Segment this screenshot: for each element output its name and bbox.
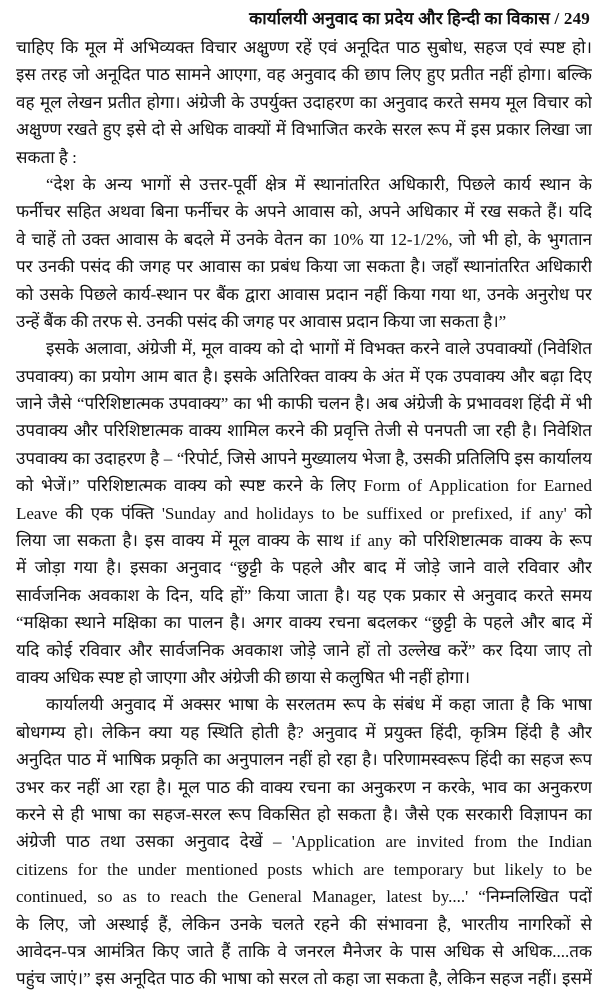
text-line: को भेजें।” परिशिष्टात्मक वाक्य को स्पष्ट करने के लिए Form of Application for Earned bbox=[16, 476, 592, 496]
text-line: फर्नीचर सहित अथवा बिना फर्नीचर के अपने आवास को, अपने अधिकार में रख सकते हैं। यदि bbox=[16, 202, 592, 222]
header-separator: / bbox=[554, 9, 560, 28]
page-body bbox=[16, 34, 592, 993]
text-line: उभर कर नहीं आ रहा है। मूल पाठ की वाक्य रचना का अनुकरण न करके, भाव का अनुकरण bbox=[16, 777, 592, 797]
text-line: इस तरह जो अनूदित पाठ सामने आएगा, वह अनुवाद की छाप लिए हुए प्रतीत नहीं होगा। बल्कि bbox=[16, 65, 592, 85]
text-line: वाक्य अधिक स्पष्ट हो जाएगा और अंग्रेजी की छाया से कलुषित भी नहीं होगा। bbox=[16, 667, 471, 687]
text-line: अनुदित पाठ में भाषिक प्रकृति का अनुपालन नहीं हो रहा है। परिणामस्वरूप हिंदी का सहज रूप bbox=[16, 750, 592, 770]
text-line: चाहिए कि मूल में अभिव्यक्त विचार अक्षुण्ण रहें एवं अनूदित पाठ सुबोध, सहज एवं स्पष्ट हो। bbox=[16, 38, 592, 57]
text-line: उपवाक्य का उदाहरण है – “रिपोर्ट, जिसे आपने मुख्यालय भेजा है, उसकी प्रतिलिपि इस कार्यालय bbox=[16, 448, 592, 468]
text-line: सकता है : bbox=[16, 147, 77, 167]
text-line: अक्षुण्ण रखते हुए इसे दो से अधिक वाक्यों में विभाजित करके सरल रूप में इस प्रकार लिखा जा bbox=[16, 120, 592, 140]
text-line: “मक्षिका स्थाने मक्षिका का पालन है। अगर वाक्य रचना बदलकर “छुट्टी के पहले और बाद में bbox=[16, 613, 592, 633]
text-line: जाने जैसे “परिशिष्टात्मक उपवाक्य” का भी काफी चलन है। अब अंग्रेजी के प्रभाववश हिंदी में भी bbox=[16, 394, 592, 414]
text-line: Leave की एक पंक्ति 'Sunday and holidays to be suffixed or prefixed, if any' को bbox=[16, 503, 592, 523]
text-line: वे चाहें तो उक्त आवास के बदले में उनके वेतन का 10% या 12-1/2%, जो भी हो, के भुगतान bbox=[16, 229, 592, 249]
text-line: उपवाक्य और परिशिष्टात्मक वाक्य शामिल करने की प्रवृत्ति तेजी से पनपती जा रही है। निवेशित bbox=[16, 421, 592, 441]
text-line: वह मूल लेखन प्रतीत होगा। अंग्रेजी के उपर्युक्त उदाहरण का अनुवाद करते समय मूल विचार को bbox=[16, 92, 592, 112]
running-header bbox=[249, 6, 590, 29]
text-line: पर उनकी पसंद की जगह पर आवास का प्रबंध किया जा सकता है। जहाँ स्थानांतरित अधिकारी bbox=[16, 257, 592, 277]
running-title: कार्यालयी अनुवाद का प्रदेय और हिन्दी का विकास bbox=[249, 9, 551, 28]
page-number: 249 bbox=[563, 9, 590, 28]
text-line: उन्हें बैंक की तरफ से. उनकी पसंद की जगह पर आवास प्रदान किया जा सकता है।” bbox=[16, 311, 507, 331]
text-line: “देश के अन्य भागों से उत्तर-पूर्वी क्षेत्र में स्थानांतरित अधिकारी, पिछले कार्य स्थान के bbox=[46, 174, 592, 194]
text-line: इसके अलावा, अंग्रेजी में, मूल वाक्य को दो भागों में विभक्त करने वाले उपवाक्यों (निवेशित bbox=[46, 339, 592, 359]
text-line: करने से ही भाषा का सहज-सरल रूप विकसित हो सकता है। जैसे एक सरकारी विज्ञापन का bbox=[16, 804, 592, 824]
text-line: सार्वजनिक अवकाश के दिन, यदि हों” किया जाता है। यह एक प्रकार से अनुवाद करते समय bbox=[16, 585, 592, 605]
text-line: आवेदन-पत्र आमंत्रित किए जाते हैं ताकि वे जनरल मैनेजर के पास अधिक से अधिक....तक bbox=[16, 941, 592, 961]
text-line: को उसके पिछले कार्य-स्थान पर बैंक द्वारा आवास प्रदान नहीं किया गया था, उनके अनुरोध पर bbox=[16, 284, 592, 304]
text-line: पहुंच जाएं।” इस अनूदित पाठ की भाषा को सरल तो कहा जा सकता है, लेकिन सहज नहीं। इसमें bbox=[16, 969, 592, 989]
text-line: यदि कोई रविवार और सार्वजनिक अवकाश जोड़े जाने हों तो उल्लेख करें” कर दिया जाए तो bbox=[16, 640, 592, 660]
text-line: में जोड़ा गया है। इसका अनुवाद “छुट्टी के पहले और बाद में जोड़े जाने वाले रविवार और bbox=[16, 558, 592, 578]
text-line: के लिए, जो अस्थाई हैं, लेकिन उनके चलते रहने की संभावना है, भारतीय नागरिकों से bbox=[16, 914, 592, 934]
text-line: अंग्रेजी पाठ तथा उसका अनुवाद देखें – 'Application are invited from the Indian bbox=[16, 832, 592, 852]
text-line: continued, so as to reach the General Manager, latest by....' “निम्नलिखित पदों bbox=[16, 887, 592, 907]
text-line: citizens for the under mentioned posts which are temporary but likely to be bbox=[16, 859, 592, 879]
text-line: लिया जा सकता है। इस वाक्य में मूल वाक्य के साथ if any को परिशिष्टात्मक वाक्य के रूप bbox=[16, 531, 592, 551]
text-line: कार्यालयी अनुवाद में अक्सर भाषा के सरलतम रूप के संबंध में कहा जाता है कि भाषा bbox=[46, 695, 592, 715]
text-line: उपवाक्य) का प्रयोग आम बात है। इसके अतिरिक्त वाक्य के अंत में एक उपवाक्य और बढ़ा दिए bbox=[16, 366, 592, 386]
text-line: बोधगम्य हो। लेकिन क्या यह स्थिति होती है? अनुवाद में प्रयुक्त हिंदी, कृत्रिम हिंदी है और bbox=[16, 722, 592, 742]
